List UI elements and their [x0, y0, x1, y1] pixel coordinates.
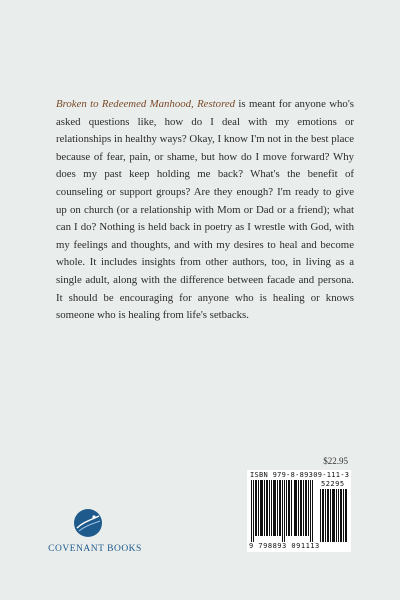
price-label: $22.95 — [323, 456, 348, 466]
back-cover-blurb — [56, 96, 354, 325]
ean-digits: 9 798893 091113 — [249, 542, 320, 550]
blurb-body: is meant for anyone who's asked questions like, how do I deal with my emotions or relationships in healthy ways? Okay, I know I'm not in the best place because of fear, pain, or shame, but how do I move forward? Why does my past keep holding me back? What's the benefit of counseling or support groups? Are they enough? I'm ready to give up on church (or a relationship with Mom or Dad or a friend); what can I do? Nothing is held back in poetry as I wrestle with God, with my feelings and thoughts, and with my desires to heal and become whole. It includes insights from other authors, too, in living as a single adult, along with the difference between facade and persona. It should be encouraging for anyone who is healing or knows someone who is healing from life's setbacks. — [56, 98, 354, 322]
price-addon-digits: 52295 — [321, 480, 345, 488]
isbn-label: ISBN 979-8-89309-111-3 — [250, 471, 350, 479]
publisher-logo — [40, 508, 150, 564]
book-title: Broken to Redeemed Manhood, Restored — [56, 98, 236, 110]
isbn-barcode — [247, 470, 351, 552]
globe-swoosh-icon — [73, 508, 103, 538]
publisher-name: COVENANT BOOKS — [48, 544, 142, 554]
addon-bars — [320, 489, 348, 542]
ean-bars — [251, 480, 315, 542]
